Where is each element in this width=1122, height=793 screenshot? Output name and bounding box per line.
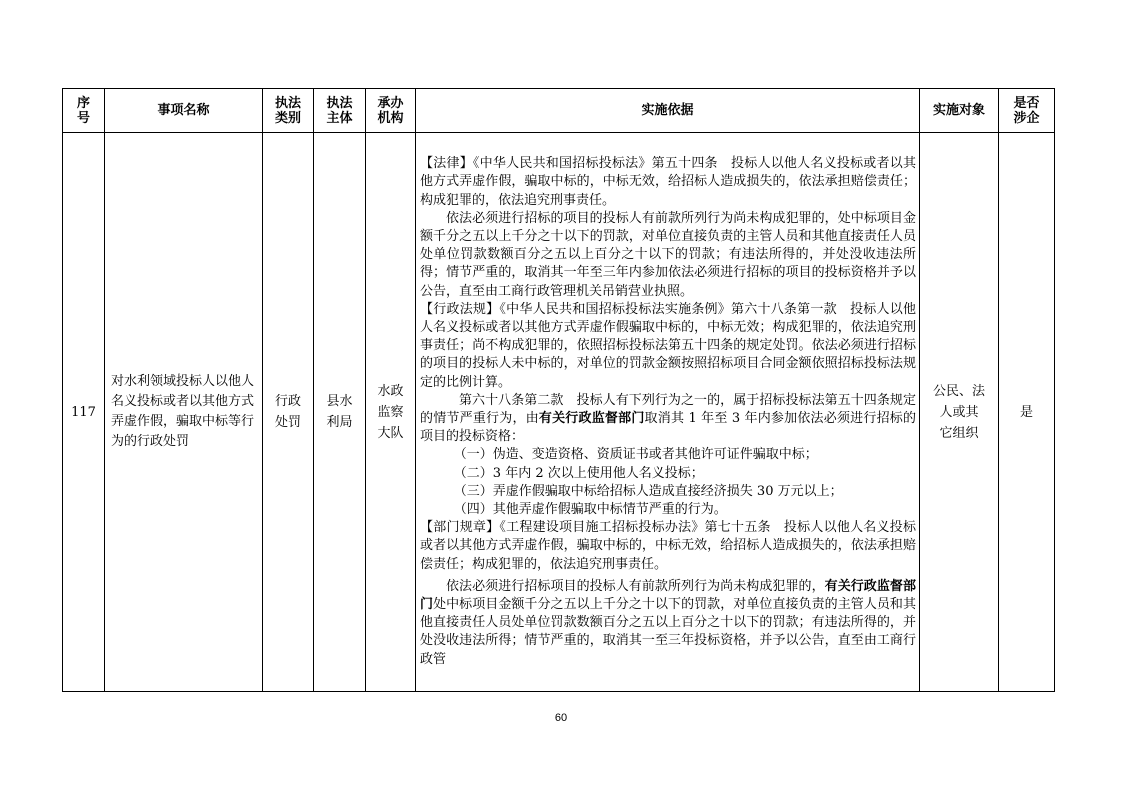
basis-rule-para2: 依法必须进行招标项目的投标人有前款所列行为尚未构成犯罪的，有关行政监督部门处中标项目金额千分之五以上千分之十以下的罚款，对单位直接负责的主管人员和其他直接责任人员处单位罚款数额百分之五以上百分之十以下的罚款；有违法所得的，并处没收违法所得；情节严重的，取消其一至三年投标资格，并予以公告，直至由工商行政管 <box>420 578 916 667</box>
basis-law-para2: 依法必须进行招标的项目的投标人有前款所列行为尚未构成犯罪的，处中标项目金额千分之五以上千分之十以下的罚款，对单位直接负责的主管人员和其他直接责任人员处单位罚款数额百分之五以上百分之十以下的罚款；有违法所得的，并处没收违法所得；情节严重的，取消其一年至三年内参加依法必须进行招标的项目的投标资格并予以公告，直至由工商行政管理机关吊销营业执照。 <box>420 210 916 299</box>
basis-item: （一）伪造、变造资格、资质证书或者其他许可证件骗取中标； <box>453 447 818 463</box>
cell-subject: 县水 利局 <box>314 133 366 692</box>
basis-regulation: 【行政法规】《中华人民共和国招标投标法实施条例》第六十八条第一款 投标人以他人名义投标或者以其他方式弄虚作假骗取中标的，中标无效；构成犯罪的，依法追究刑事责任；尚不构成犯罪的，依照招标投标法第五十四条的规定处罚。依法必须进行招标的项目的投标人未中标的，对单位的罚款金额按照招标项目合同金额依照招标投标法规定的比例计算。 <box>420 301 916 390</box>
cell-agency: 水政 监察 大队 <box>366 133 416 692</box>
header-subject: 执法 主体 <box>314 89 366 133</box>
basis-rule: 【部门规章】《工程建设项目施工招标投标办法》第七十五条 投标人以他人名义投标或者以其他方式弄虚作假，骗取中标的，中标无效，给招标人造成损失的，依法承担赔偿责任；构成犯罪的，依法追究刑事责任。 <box>420 520 916 572</box>
cell-enterprise: 是 <box>999 133 1055 692</box>
basis-item: （二）3 年内 2 次以上使用他人名义投标； <box>453 465 704 481</box>
header-agency: 承办 机构 <box>366 89 416 133</box>
header-seq: 序 号 <box>63 89 105 133</box>
header-enterprise: 是否 涉企 <box>999 89 1055 133</box>
cell-item-name: 对水利领域投标人以他人名义投标或者以其他方式弄虚作假，骗取中标等行为的行政处罚 <box>105 133 263 692</box>
page-number: 60 <box>554 712 568 724</box>
basis-item: （四）其他弄虚作假骗取中标情节严重的行为。 <box>453 502 727 518</box>
header-target: 实施对象 <box>920 89 999 133</box>
basis-item: （三）弄虚作假骗取中标给招标人造成直接经济损失 30 万元以上； <box>453 483 843 499</box>
cell-category: 行政 处罚 <box>263 133 314 692</box>
cell-basis <box>416 133 920 692</box>
header-basis: 实施依据 <box>416 89 920 133</box>
header-category: 执法 类别 <box>263 89 314 133</box>
table-row <box>63 133 1055 692</box>
basis-regulation-para2: 第六十八条第二款 投标人有下列行为之一的，属于招标投标法第五十四条规定的情节严重行为，由有关行政监督部门取消其 1 年至 3 年内参加依法必须进行招标的项目的投标资格： <box>420 392 916 445</box>
enforcement-table <box>62 88 1055 692</box>
basis-law: 【法律】《中华人民共和国招标投标法》第五十四条 投标人以他人名义投标或者以其他方式弄虚作假，骗取中标的，中标无效，给招标人造成损失的，依法承担赔偿责任；构成犯罪的，依法追究刑事责任。 <box>420 156 916 208</box>
header-name: 事项名称 <box>105 89 263 133</box>
header-row <box>63 89 1055 133</box>
cell-target: 公民、法 人或其 它组织 <box>920 133 999 692</box>
cell-seq: 117 <box>63 133 105 692</box>
